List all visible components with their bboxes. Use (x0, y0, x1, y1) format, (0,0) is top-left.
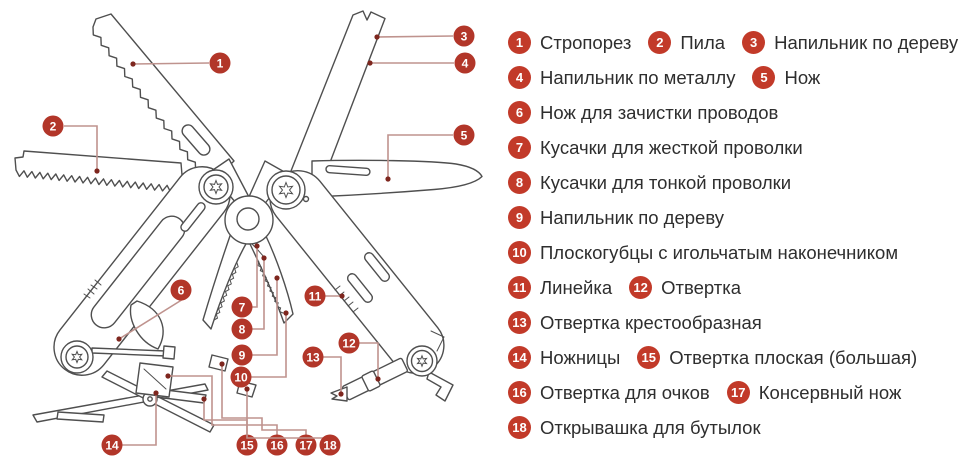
callout-anchor-dot (153, 390, 158, 395)
callout-leader-line (323, 357, 341, 394)
legend-row-12 (508, 410, 963, 445)
callout-anchor-dot (254, 243, 259, 248)
callout-number: 2 (49, 119, 57, 134)
callout-anchor-dot (219, 361, 224, 366)
legend-item-13 (508, 311, 762, 334)
legend-item-10 (508, 241, 898, 264)
legend-number-badge: 6 (508, 101, 531, 124)
legend-row-5 (508, 165, 963, 200)
legend-item-label: Напильник по дереву (540, 206, 724, 228)
legend-number-badge: 8 (508, 171, 531, 194)
scissors (33, 371, 214, 432)
callout-number: 7 (238, 300, 246, 315)
legend-row-2 (508, 60, 963, 95)
callout-anchor-dot (116, 336, 121, 341)
legend-row-6 (508, 200, 963, 235)
legend-item-label: Пила (680, 31, 726, 53)
callout-number: 5 (460, 128, 468, 143)
legend (508, 25, 963, 445)
legend-item-label: Отвертка крестообразная (540, 311, 762, 333)
legend-item-18 (508, 416, 761, 439)
callout-anchor-dot (201, 396, 206, 401)
legend-item-3 (742, 31, 958, 54)
callout-anchor-dot (375, 376, 380, 381)
callout-anchor-dot (385, 176, 390, 181)
legend-item-label: Отвертка плоская (большая) (669, 346, 918, 368)
legend-item-9 (508, 206, 724, 229)
legend-item-label: Отвертка для очков (540, 381, 710, 403)
legend-item-1 (508, 31, 631, 54)
legend-row-8 (508, 270, 963, 305)
legend-row-4 (508, 130, 963, 165)
legend-item-label: Открывашка для бутылок (540, 416, 761, 438)
callout-anchor-dot (374, 34, 379, 39)
legend-number-badge: 15 (637, 346, 660, 369)
callout-number: 3 (460, 29, 468, 44)
legend-item-label: Кусачки для жесткой проволки (540, 136, 803, 158)
legend-item-label: Консервный нож (758, 381, 902, 403)
legend-item-label: Плоскогубцы с игольчатым наконечником (540, 241, 899, 263)
legend-number-badge: 3 (742, 31, 765, 54)
legend-number-badge: 5 (752, 66, 775, 89)
legend-item-16 (508, 381, 710, 404)
legend-item-2 (648, 31, 725, 54)
legend-row-7 (508, 235, 963, 270)
callout-3 (374, 26, 474, 47)
callout-number: 12 (342, 336, 356, 351)
callout-number: 17 (299, 438, 313, 453)
legend-number-badge: 17 (727, 381, 750, 404)
legend-item-15 (637, 346, 917, 369)
central-pivot-hole (237, 208, 259, 230)
callout-leader-line (252, 246, 257, 307)
legend-item-5 (752, 66, 820, 89)
tool-drawing (15, 11, 482, 432)
legend-item-label: Нож для зачистки проводов (540, 101, 779, 123)
legend-item-11 (508, 276, 612, 299)
legend-row-1 (508, 25, 963, 60)
legend-number-badge: 1 (508, 31, 531, 54)
flat-screwdriver-small (57, 412, 104, 422)
legend-row-11 (508, 375, 963, 410)
callout-anchor-dot (367, 60, 372, 65)
legend-row-10 (508, 340, 963, 375)
legend-item-14 (508, 346, 620, 369)
callout-anchor-dot (244, 386, 249, 391)
legend-number-badge: 13 (508, 311, 531, 334)
legend-item-label: Ножницы (540, 346, 621, 368)
callout-number: 16 (270, 438, 284, 453)
legend-item-label: Напильник по металлу (540, 66, 736, 88)
legend-item-4 (508, 66, 735, 89)
legend-number-badge: 4 (508, 66, 531, 89)
callout-number: 15 (240, 438, 254, 453)
callout-number: 8 (238, 322, 246, 337)
callout-anchor-dot (94, 168, 99, 173)
legend-item-label: Линейка (540, 276, 613, 298)
legend-item-6 (508, 101, 778, 124)
callout-number: 10 (234, 370, 248, 385)
legend-row-3 (508, 95, 963, 130)
callout-4 (367, 53, 475, 74)
legend-item-label: Нож (784, 66, 821, 88)
callout-anchor-dot (130, 61, 135, 66)
legend-number-badge: 7 (508, 136, 531, 159)
wire-stripper-blade (131, 301, 164, 349)
legend-item-7 (508, 136, 803, 159)
callout-number: 4 (461, 56, 469, 71)
callout-leader-line (251, 313, 286, 377)
callout-anchor-dot (338, 391, 343, 396)
legend-number-badge: 16 (508, 381, 531, 404)
callout-leader-line (133, 63, 209, 64)
legend-number-badge: 12 (629, 276, 652, 299)
callout-anchor-dot (339, 293, 344, 298)
callout-number: 14 (105, 438, 119, 453)
callout-leader-line (377, 36, 453, 37)
callout-number: 11 (308, 289, 322, 304)
legend-number-badge: 10 (508, 241, 531, 264)
callout-number: 1 (216, 56, 224, 71)
legend-item-label: Напильник по дереву (774, 31, 959, 53)
carry-hook (427, 372, 453, 401)
callout-anchor-dot (261, 255, 266, 260)
legend-item-8 (508, 171, 791, 194)
callout-anchor-dot (283, 310, 288, 315)
legend-item-label: Стропорез (540, 31, 632, 53)
legend-item-label: Отвертка (661, 276, 742, 298)
legend-number-badge: 11 (508, 276, 531, 299)
callout-13 (303, 347, 344, 397)
legend-number-badge: 9 (508, 206, 531, 229)
callout-anchor-dot (165, 373, 170, 378)
legend-number-badge: 2 (648, 31, 671, 54)
callout-number: 13 (306, 350, 320, 365)
callout-anchor-dot (274, 275, 279, 280)
callout-number: 9 (238, 348, 246, 363)
can-opener-tab (209, 355, 228, 371)
legend-number-badge: 18 (508, 416, 531, 439)
legend-item-17 (727, 381, 902, 404)
legend-item-label: Кусачки для тонкой проволки (540, 171, 792, 193)
legend-row-9 (508, 305, 963, 340)
legend-item-12 (629, 276, 741, 299)
callout-number: 18 (323, 438, 337, 453)
legend-number-badge: 14 (508, 346, 531, 369)
callout-18 (244, 386, 340, 455)
callout-number: 6 (177, 283, 185, 298)
